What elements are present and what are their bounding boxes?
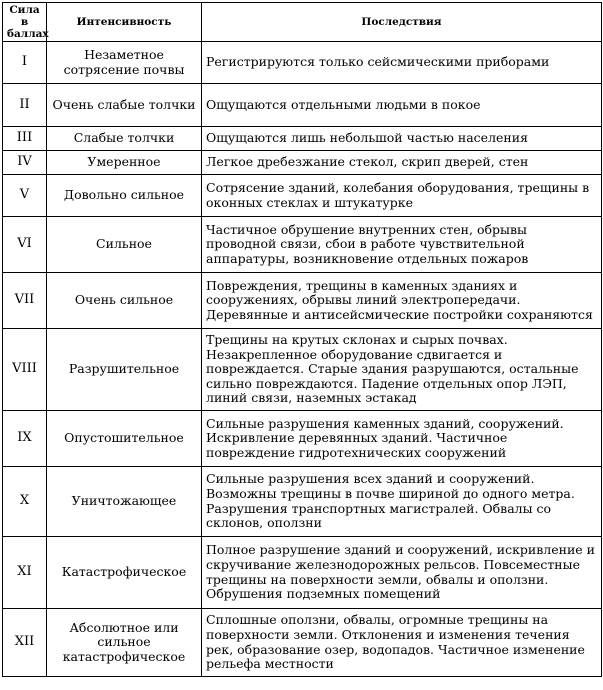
- table-row: [3, 151, 602, 175]
- table-row: [3, 609, 602, 677]
- effects-cell: Полное разрушение зданий и сооружений, искривление и скручивание железнодорожных рельсов. Повсеместные трещины на поверхности земли, обвалы и оползни. Обрушения подземных помещений: [202, 537, 602, 609]
- force-cell: V: [3, 175, 47, 217]
- effects-cell: Ощущаются лишь небольшой частью населения: [202, 127, 602, 151]
- effects-cell: Ощущаются отдельными людьми в покое: [202, 84, 602, 127]
- force-cell: X: [3, 467, 47, 537]
- intensity-cell: Сильное: [47, 217, 202, 273]
- force-cell: VII: [3, 273, 47, 329]
- effects-cell: Сильные разрушения каменных зданий, сооружений. Искривление деревянных зданий. Частичное повреждение гидротехнических сооружений: [202, 411, 602, 467]
- table-row: [3, 175, 602, 217]
- seismic-scale-table: [2, 2, 602, 677]
- force-cell: IV: [3, 151, 47, 175]
- table-row: [3, 329, 602, 411]
- intensity-cell: Разрушительное: [47, 329, 202, 411]
- force-cell: I: [3, 42, 47, 84]
- intensity-cell: Абсолютное или сильное катастрофическое: [47, 609, 202, 677]
- table-row: [3, 537, 602, 609]
- force-cell: XI: [3, 537, 47, 609]
- effects-cell: Сильные разрушения всех зданий и сооружений. Возможны трещины в почве шириной до одного метра. Разрушения транспортных магистралей. Обвалы со склонов, оползни: [202, 467, 602, 537]
- table-row: [3, 42, 602, 84]
- table-row: [3, 467, 602, 537]
- force-cell: IX: [3, 411, 47, 467]
- intensity-cell: Незаметное сотрясение почвы: [47, 42, 202, 84]
- effects-cell: Трещины на крутых склонах и сырых почвах. Незакрепленное оборудование сдвигается и повреждается. Старые здания разрушаются, остальные сильно повреждаются. Падение отдельных опор ЛЭП, линий связи, наземных эстакад: [202, 329, 602, 411]
- effects-cell: Частичное обрушение внутренних стен, обрывы проводной связи, сбои в работе чувствительной аппаратуры, возникновение отдельных пожаров: [202, 217, 602, 273]
- table-row: [3, 273, 602, 329]
- table-row: [3, 217, 602, 273]
- intensity-cell: Довольно сильное: [47, 175, 202, 217]
- force-cell: VIII: [3, 329, 47, 411]
- force-cell: VI: [3, 217, 47, 273]
- intensity-cell: Очень сильное: [47, 273, 202, 329]
- header-force: Сила в баллах: [3, 3, 47, 42]
- table-row: [3, 127, 602, 151]
- intensity-cell: Катастрофическое: [47, 537, 202, 609]
- effects-cell: Повреждения, трещины в каменных зданиях и сооружениях, обрывы линий электропередачи. Деревянные и антисейсмические постройки сохраняются: [202, 273, 602, 329]
- force-cell: XII: [3, 609, 47, 677]
- intensity-cell: Уничтожающее: [47, 467, 202, 537]
- effects-cell: Сотрясение зданий, колебания оборудования, трещины в оконных стеклах и штукатурке: [202, 175, 602, 217]
- effects-cell: Легкое дребезжание стекол, скрип дверей, стен: [202, 151, 602, 175]
- intensity-cell: Очень слабые толчки: [47, 84, 202, 127]
- header-row: [3, 3, 602, 42]
- force-cell: II: [3, 84, 47, 127]
- force-cell: III: [3, 127, 47, 151]
- header-intensity: Интенсивность: [47, 3, 202, 42]
- effects-cell: Сплошные оползни, обвалы, огромные трещины на поверхности земли. Отклонения и изменения течения рек, образование озер, водопадов. Частичное изменение рельефа местности: [202, 609, 602, 677]
- effects-cell: Регистрируются только сейсмическими приборами: [202, 42, 602, 84]
- table-row: [3, 411, 602, 467]
- intensity-cell: Опустошительное: [47, 411, 202, 467]
- intensity-cell: Слабые толчки: [47, 127, 202, 151]
- intensity-cell: Умеренное: [47, 151, 202, 175]
- table-row: [3, 84, 602, 127]
- header-effects: Последствия: [202, 3, 602, 42]
